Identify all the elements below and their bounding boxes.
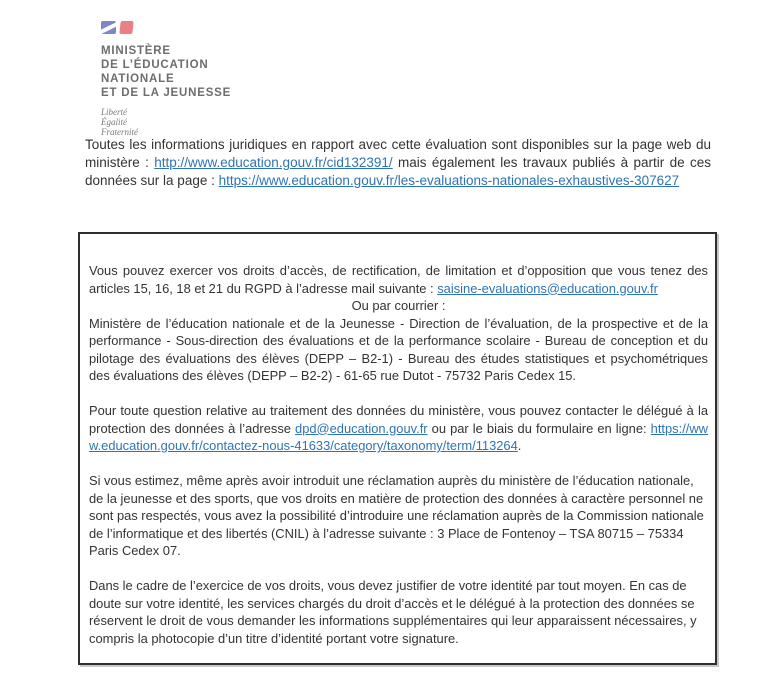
ministry-name-line: ET DE LA JEUNESSE <box>101 87 232 99</box>
identity-verification-paragraph <box>89 577 708 647</box>
postal-address-paragraph <box>89 315 708 385</box>
flag-red-block-icon <box>119 21 133 34</box>
legal-info-box <box>78 232 717 665</box>
ministry-name <box>101 44 231 100</box>
republic-motto <box>101 107 231 137</box>
french-flag-logo <box>101 21 231 36</box>
motto-line: Égalité <box>101 117 127 127</box>
cnil-complaint-paragraph <box>89 472 708 560</box>
motto-line: Fraternité <box>101 127 138 137</box>
ministry-name-line: MINISTÈRE <box>101 45 171 57</box>
text-segment: Toutes les informations juridiques en rapport avec cette évaluation sont disponibles sur la page web du ministère : <box>85 137 711 170</box>
legal-info-paragraph <box>85 136 711 190</box>
ministry-header <box>101 21 231 137</box>
dpo-contact-paragraph <box>89 402 708 455</box>
contact-form-link[interactable]: https://www.education.gouv.fr/contactez-nous-41633/category/taxonomy/term/113264 <box>89 420 708 453</box>
mail-alternative-line <box>89 297 708 315</box>
ministry-legal-page-link[interactable]: http://www.education.gouv.fr/cid132391/ <box>154 155 393 170</box>
text-segment: Vous pouvez exercer vos droits d’accès, de rectification, de limitation et d’opposition que vous tenez des articles 15, 16, 18 et 21 du RGPD à l’adresse mail suivante : <box>89 263 708 296</box>
text-segment: ou par le biais du formulaire en ligne: <box>427 420 651 436</box>
motto-line: Liberté <box>101 107 127 117</box>
saisine-email-link[interactable]: saisine-evaluations@education.gouv.fr <box>437 280 658 296</box>
evaluations-page-link[interactable]: https://www.education.gouv.fr/les-evaluations-nationales-exhaustives-307627 <box>218 173 680 188</box>
text-segment: Dans le cadre de l’exercice de vos droits, vous devez justifier de votre identité par tout moyen. En cas de doute sur votre identité, les services chargés du droit d’accès et le délégué à la protection des données se réservent le droit de vous demander les informations supplémentaires qui leur apparaissent nécessaires, y compris la photocopie d’un titre d’identité portant votre signature. <box>89 578 697 646</box>
rgpd-rights-paragraph <box>89 262 708 297</box>
text-segment: Ou par courrier : <box>351 298 446 313</box>
text-segment: Si vous estimez, même après avoir introduit une réclamation auprès du ministère de l’éducation nationale, de la jeunesse et des sports, que vos droits en matière de protection des données à caractère personnel ne sont pas respectés, vous avez la possibilité d’introduire une réclamation auprès de la Commission nationale de l’informatique et des libertés (CNIL) à l’adresse suivante : 3 Place de Fontenoy – TSA 80715 – 75334 Paris Cedex 07. <box>89 473 704 558</box>
text-segment: Ministère de l’éducation nationale et de la Jeunesse - Direction de l’évaluation, de la prospective et de la performance - Sous-direction des évaluations et de la performance scolaire - Bureau de conception et du pilotage des évaluations des élèves (DEPP – B2-1) - Bureau des études statistiques et psychométriques des évaluations des élèves (DEPP – B2-2) - 61-65 rue Dutot - 75732 Paris Cedex 15. <box>89 315 708 383</box>
flag-blue-block-icon <box>101 21 116 34</box>
ministry-name-line: NATIONALE <box>101 73 175 85</box>
dpd-email-link[interactable]: dpd@education.gouv.fr <box>295 420 428 436</box>
text-segment: mais également les travaux publiés à partir de ces données sur la page : <box>85 155 711 188</box>
ministry-name-line: DE L’ÉDUCATION <box>101 59 209 71</box>
text-segment: . <box>517 438 522 453</box>
text-segment: Pour toute question relative au traitement des données du ministère, vous pouvez contacter le délégué à la protection des données à l’adresse <box>89 403 708 436</box>
intro-section <box>85 136 711 190</box>
